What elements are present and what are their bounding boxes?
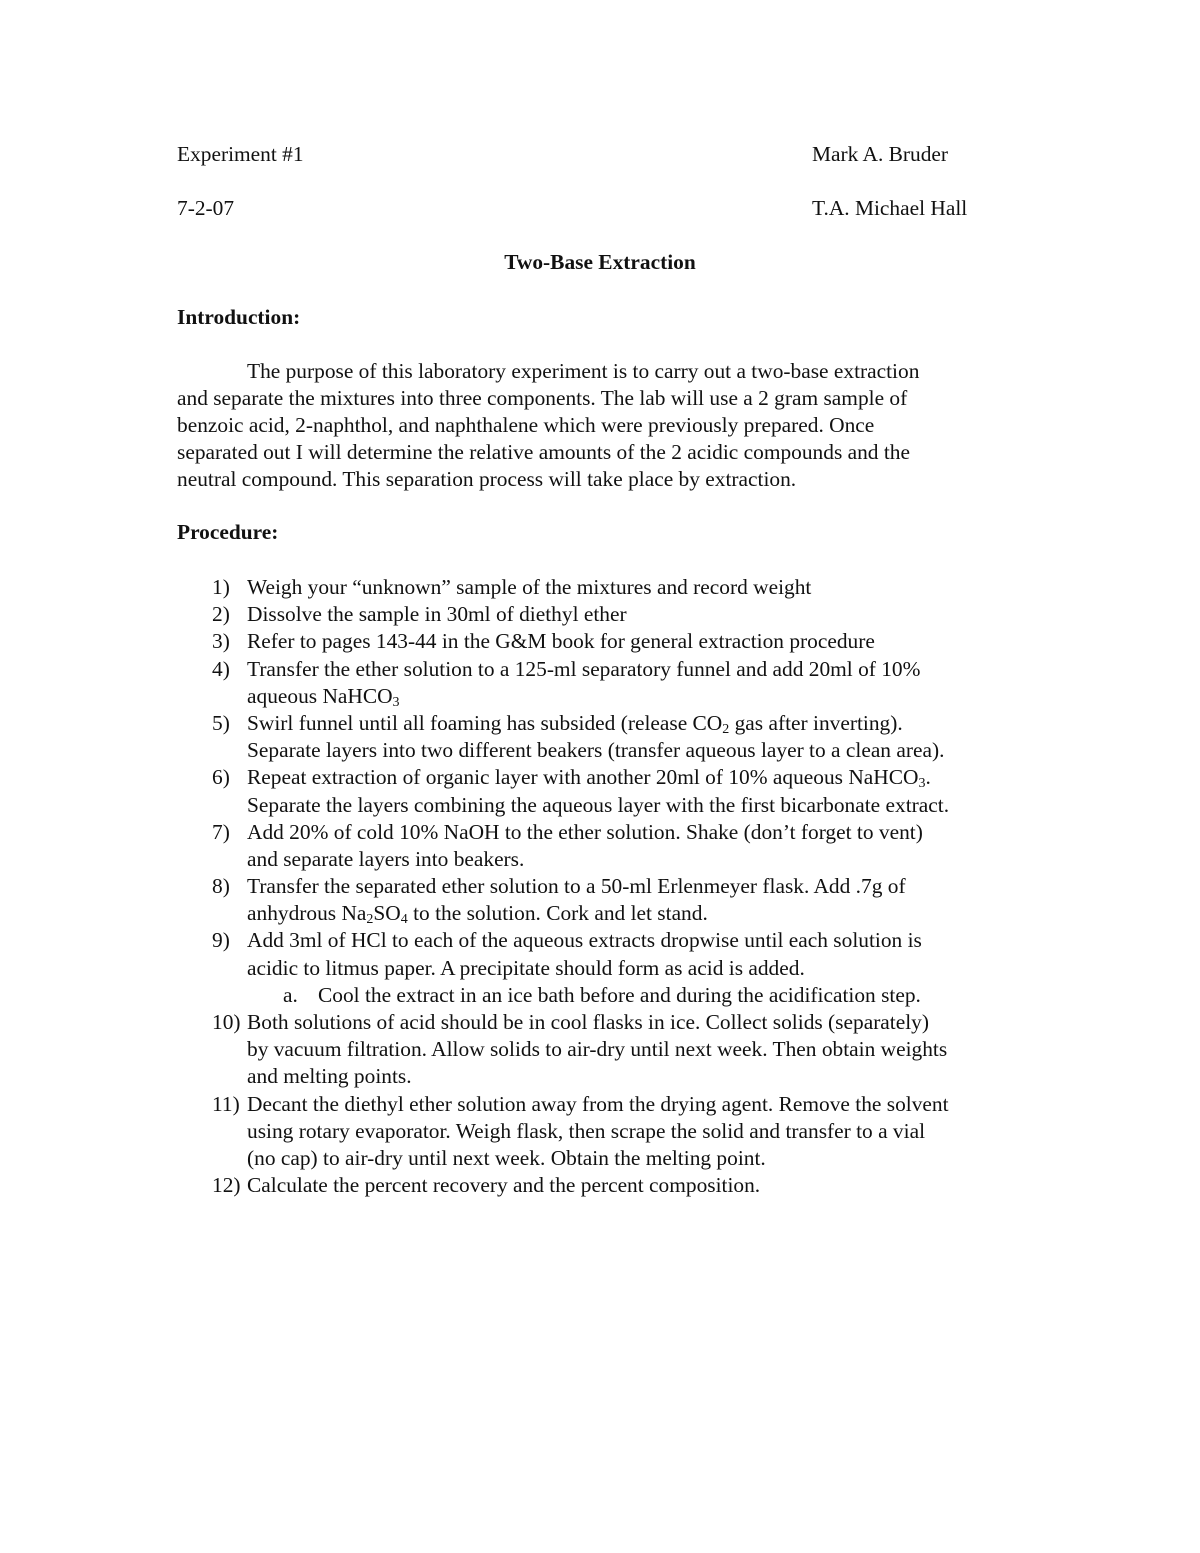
intro-line: The purpose of this laboratory experiment is to carry out a two-base extraction bbox=[247, 359, 920, 383]
step-number: 1) bbox=[212, 575, 230, 599]
step-text-part: to the solution. Cork and let stand. bbox=[407, 901, 708, 926]
step-text bbox=[247, 900, 1027, 927]
experiment-date: 7-2-07 bbox=[177, 196, 235, 220]
subscript: 3 bbox=[918, 776, 926, 792]
step-text: Separate the layers combining the aqueous layer with the first bicarbonate extract. bbox=[247, 792, 950, 817]
procedure-step bbox=[177, 1009, 1027, 1091]
step-text: and melting points. bbox=[247, 1064, 412, 1089]
intro-line: benzoic acid, 2-naphthol, and naphthalene which were previously prepared. Once bbox=[177, 413, 875, 437]
step-text: and separate layers into beakers. bbox=[247, 846, 525, 871]
subscript: 2 bbox=[722, 721, 730, 737]
author-name: Mark A. Bruder bbox=[812, 142, 949, 166]
step-text: Dissolve the sample in 30ml of diethyl ether bbox=[247, 602, 627, 627]
step-text: (no cap) to air-dry until next week. Obtain the melting point. bbox=[247, 1145, 766, 1170]
document-title: Two-Base Extraction bbox=[504, 250, 696, 274]
procedure-step bbox=[177, 656, 1027, 710]
intro-line: neutral compound. This separation process will take place by extraction. bbox=[177, 467, 797, 491]
step-text: Transfer the separated ether solution to a 50-ml Erlenmeyer flask. Add .7g of bbox=[247, 874, 906, 899]
step-number: 4) bbox=[212, 656, 230, 681]
step-text: Separate layers into two different beakers (transfer aqueous layer to a clean area). bbox=[247, 738, 945, 763]
step-text-part: aqueous NaHCO bbox=[247, 683, 393, 708]
step-text: Cool the extract in an ice bath before and during the acidification step. bbox=[318, 982, 921, 1007]
procedure-step bbox=[177, 819, 1027, 873]
step-number: 6) bbox=[212, 765, 230, 790]
subscript: 2 bbox=[366, 912, 374, 928]
procedure-step bbox=[177, 1172, 1027, 1199]
step-number: 11) bbox=[212, 1091, 240, 1116]
step-text: Both solutions of acid should be in cool flasks in ice. Collect solids (separately) bbox=[247, 1010, 930, 1034]
intro-line: and separate the mixtures into three components. The lab will use a 2 gram sample of bbox=[177, 386, 908, 410]
procedure-list bbox=[177, 574, 1027, 1199]
procedure-step bbox=[177, 764, 1027, 818]
procedure-step bbox=[177, 1091, 1027, 1173]
step-text: Refer to pages 143-44 in the G&M book for general extraction procedure bbox=[247, 629, 875, 654]
procedure-heading: Procedure: bbox=[177, 520, 279, 544]
subscript: 3 bbox=[392, 694, 400, 710]
step-text: Calculate the percent recovery and the percent composition. bbox=[247, 1173, 761, 1198]
procedure-step bbox=[177, 628, 1027, 655]
procedure-substep bbox=[177, 982, 1027, 1009]
step-text: acidic to litmus paper. A precipitate should form as acid is added. bbox=[247, 955, 805, 980]
header-row-1 bbox=[177, 142, 1007, 172]
step-text bbox=[247, 764, 1027, 791]
step-number: 3) bbox=[212, 629, 230, 654]
intro-line: separated out I will determine the relative amounts of the 2 acidic compounds and the bbox=[177, 440, 910, 464]
procedure-step bbox=[177, 927, 1027, 981]
step-text-part: Repeat extraction of organic layer with another 20ml of 10% aqueous NaHCO bbox=[247, 765, 919, 790]
header-row-2 bbox=[177, 196, 1007, 226]
procedure-step bbox=[177, 601, 1027, 628]
step-text: by vacuum filtration. Allow solids to air-dry until next week. Then obtain weights bbox=[247, 1037, 948, 1062]
step-number: 10) bbox=[212, 1010, 241, 1034]
introduction-paragraph bbox=[177, 358, 1007, 493]
step-text: using rotary evaporator. Weigh flask, then scrape the solid and transfer to a vial bbox=[247, 1118, 926, 1143]
step-text-part: . bbox=[925, 765, 931, 790]
procedure-step bbox=[177, 710, 1027, 764]
subscript: 4 bbox=[400, 912, 408, 928]
step-text: Weigh your “unknown” sample of the mixtures and record weight bbox=[247, 575, 812, 599]
step-number: 8) bbox=[212, 874, 230, 899]
step-text-part: gas after inverting). bbox=[729, 710, 903, 735]
step-number: 12) bbox=[212, 1173, 241, 1198]
step-text: Add 20% of cold 10% NaOH to the ether solution. Shake (don’t forget to vent) bbox=[247, 819, 923, 844]
substep-letter: a. bbox=[283, 982, 298, 1007]
step-number: 5) bbox=[212, 710, 230, 735]
step-text bbox=[247, 710, 1027, 737]
step-text-part: anhydrous Na bbox=[247, 901, 367, 926]
introduction-heading: Introduction: bbox=[177, 305, 301, 329]
procedure-step bbox=[177, 873, 1027, 927]
step-text bbox=[247, 683, 1027, 710]
step-text-part: Swirl funnel until all foaming has subsided (release CO bbox=[247, 710, 723, 735]
step-text-part: SO bbox=[373, 901, 401, 926]
step-text: Add 3ml of HCl to each of the aqueous extracts dropwise until each solution is bbox=[247, 928, 922, 953]
procedure-step bbox=[177, 574, 1027, 601]
step-text: Transfer the ether solution to a 125-ml separatory funnel and add 20ml of 10% bbox=[247, 656, 921, 681]
experiment-number: Experiment #1 bbox=[177, 142, 304, 166]
step-number: 7) bbox=[212, 819, 230, 844]
step-number: 2) bbox=[212, 602, 230, 627]
teaching-assistant: T.A. Michael Hall bbox=[812, 196, 968, 220]
step-number: 9) bbox=[212, 928, 230, 953]
step-text: Decant the diethyl ether solution away from the drying agent. Remove the solvent bbox=[247, 1091, 949, 1116]
